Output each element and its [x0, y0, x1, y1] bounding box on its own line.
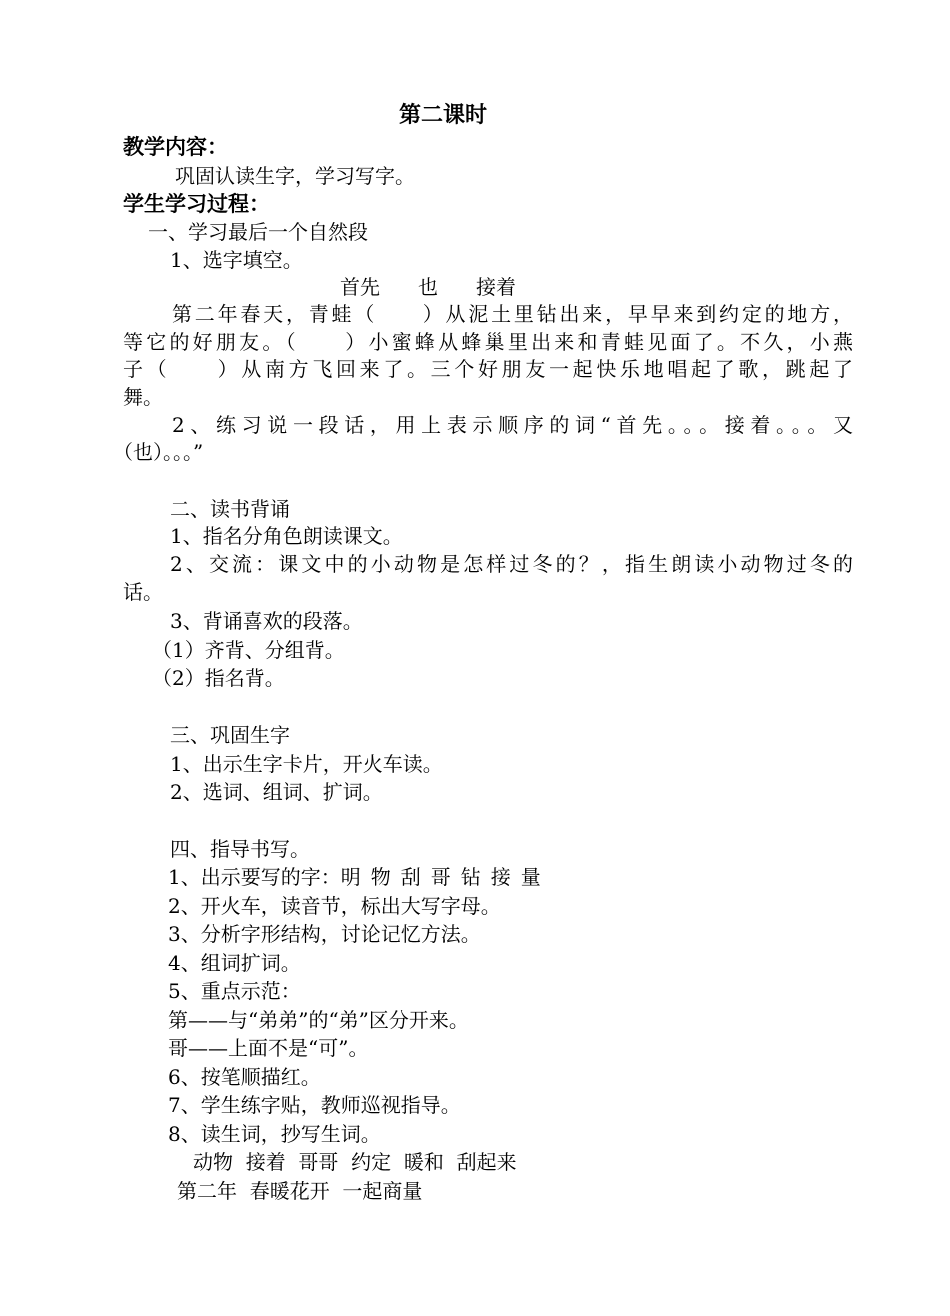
- section3-item2: 2、选词、组词、扩词。: [170, 780, 383, 804]
- vocab-line: 动物 接着 哥哥 约定 暖和 刮起来: [193, 1150, 517, 1174]
- section1-item2: 2、练习说一段话，用上表示顺序的词“首先。。。接着。。。又: [172, 413, 853, 437]
- section4-item7: 7、学生练字贴，教师巡视指导。: [168, 1093, 461, 1117]
- fill-options: [340, 273, 554, 302]
- write-char: 接: [490, 865, 511, 889]
- process-heading: 学生学习过程：: [123, 192, 270, 216]
- section2-item3: 3、背诵喜欢的段落。: [170, 609, 363, 633]
- paragraph-line: 等它的好朋友。（ ）小蜜蜂从蜂巢里出来和青蛙见面了。不久，小燕: [123, 330, 853, 354]
- section4-item3: 3、分析字形结构，讨论记忆方法。: [168, 922, 481, 946]
- write-char: 哥: [430, 865, 451, 889]
- section1-item1: 1、选字填空。: [170, 248, 303, 272]
- section4-item1: [168, 863, 551, 892]
- section4-title: 四、指导书写。: [170, 837, 310, 861]
- teach-content-text: 巩固认读生字，学习写字。: [175, 164, 415, 188]
- section2-item2: 2、交流：课文中的小动物是怎样过冬的？，指生朗读小动物过冬的: [170, 552, 853, 576]
- write-char: 钻: [460, 865, 481, 889]
- section4-item2: 2、开火车，读音节，标出大写字母。: [168, 894, 501, 918]
- section4-item8: 8、读生词，抄写生词。: [168, 1122, 381, 1146]
- vocab-line: 第二年 春暖花开 一起商量: [177, 1179, 423, 1203]
- section3-item1: 1、出示生字卡片，开火车读。: [170, 752, 443, 776]
- section4-item6: 6、按笔顺描红。: [168, 1065, 321, 1089]
- section3-title: 三、巩固生字: [170, 723, 290, 747]
- section2-title: 二、读书背诵: [170, 497, 290, 521]
- option-word: 也: [418, 275, 438, 299]
- section2-sub1: （1）齐背、分组背。: [152, 638, 345, 662]
- item1-label: 1、出示要写的字：: [168, 865, 341, 889]
- demo-line: 哥——上面不是“可”。: [168, 1036, 369, 1060]
- section2-item1: 1、指名分角色朗读课文。: [170, 524, 403, 548]
- option-word: 首先: [340, 275, 380, 299]
- section2-item2-cont: 话。: [123, 580, 163, 604]
- write-char: 物: [370, 865, 391, 889]
- option-word: 接着: [476, 275, 516, 299]
- section4-item4: 4、组词扩词。: [168, 951, 301, 975]
- section4-item5: 5、重点示范：: [168, 979, 301, 1003]
- write-char: 刮: [400, 865, 421, 889]
- write-char: 明: [340, 865, 361, 889]
- paragraph-line: 第二年春天，青蛙（ ）从泥土里钻出来，早早来到约定的地方，: [172, 302, 853, 326]
- section2-sub2: （2）指名背。: [152, 666, 285, 690]
- section1-title: 一、学习最后一个自然段: [148, 220, 368, 244]
- demo-line: 第——与“弟弟”的“弟”区分开来。: [168, 1008, 469, 1032]
- paragraph-line: 舞。: [123, 385, 163, 409]
- section1-item2-cont: （也）。。。”: [113, 440, 204, 464]
- paragraph-line: 子（ ）从南方飞回来了。三个好朋友一起快乐地唱起了歌，跳起了: [123, 357, 853, 381]
- write-char: 量: [520, 865, 541, 889]
- page-title: 第二课时: [399, 103, 488, 128]
- teach-content-heading: 教学内容：: [123, 135, 228, 159]
